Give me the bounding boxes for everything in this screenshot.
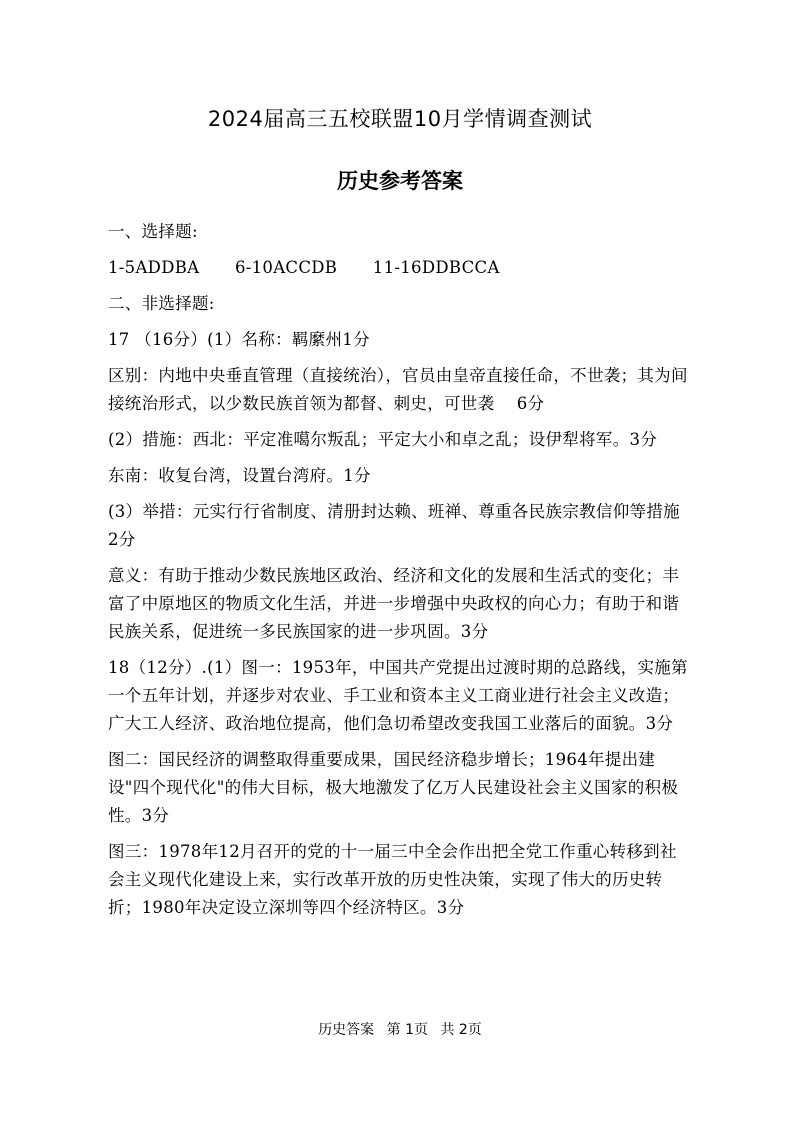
footer-label: 历史答案 (318, 1022, 375, 1038)
q17-part2: (2）措施：西北：平定准噶尔叛乱；平定大小和卓之乱；设伊犁将军。3分 (108, 430, 658, 449)
choice-answers (108, 254, 692, 282)
q18-figure2: 图二：国民经济的调整取得重要成果，国民经济稳步增长；1964年提出建设"四个现代化"的伟大目标，极大地激发了亿万人民建设社会主义国家的积极性。3分 (108, 750, 679, 825)
q17-part3: (3）举措：元实行行省制度、清册封达赖、班禅、尊重各民族宗教信仰等措施 2分 (108, 502, 680, 549)
q17-part2-southeast: 东南：收复台湾，设置台湾府。1分 (108, 466, 371, 485)
answers-11-16: 11-16DDBCCA (372, 258, 500, 277)
document-title: 2024届高三五校联盟10月学情调查测试 (207, 107, 593, 131)
q18-figure1: 18（12分）.(1）图一：1953年，中国共产党提出过渡时期的总路线，实施第一个五年计划，并逐步对农业、手工业和资本主义工商业进行社会主义改造；广大工人经济、政治地位提高，他们急切希望改变我国工业落后的面貌。3分 (108, 658, 688, 733)
q18-figure3: 图三：1978年12月召开的党的十一届三中全会作出把全党工作重心转移到社会主义现代化建设上来，实行改革开放的历史性决策，实现了伟大的历史转折；1980年决定设立深圳等四个经济特区。3分 (108, 842, 677, 917)
answer-content (108, 218, 692, 930)
q17-part1: 17 （16分）(1）名称：羁縻州1分 (108, 330, 370, 349)
section-heading-choice: 一、选择题: (108, 222, 198, 241)
footer-total: 共 2页 (440, 1022, 482, 1038)
footer-page: 第 1页 (386, 1022, 428, 1038)
section-heading-nonchoice: 二、非选择题: (108, 294, 215, 313)
answers-6-10: 6-10ACCDB (234, 258, 338, 277)
page-footer (0, 1020, 800, 1040)
q17-significance: 意义：有助于推动少数民族地区政治、经济和文化的发展和生活式的变化；丰富了中原地区的物质文化生活，并进一步增强中央政权的向心力；有助于和谐民族关系，促进统一多民族国家的进一步巩固。3分 (108, 566, 680, 641)
document-subtitle: 历史参考答案 (337, 169, 463, 193)
q17-difference: 区别：内地中央垂直管理（直接统治），官员由皇帝直接任命，不世袭；其为间接统治形式，以少数民族首领为都督、刺史，可世袭 6分 (108, 366, 688, 413)
answers-1-5: 1-5ADDBA (108, 258, 200, 277)
